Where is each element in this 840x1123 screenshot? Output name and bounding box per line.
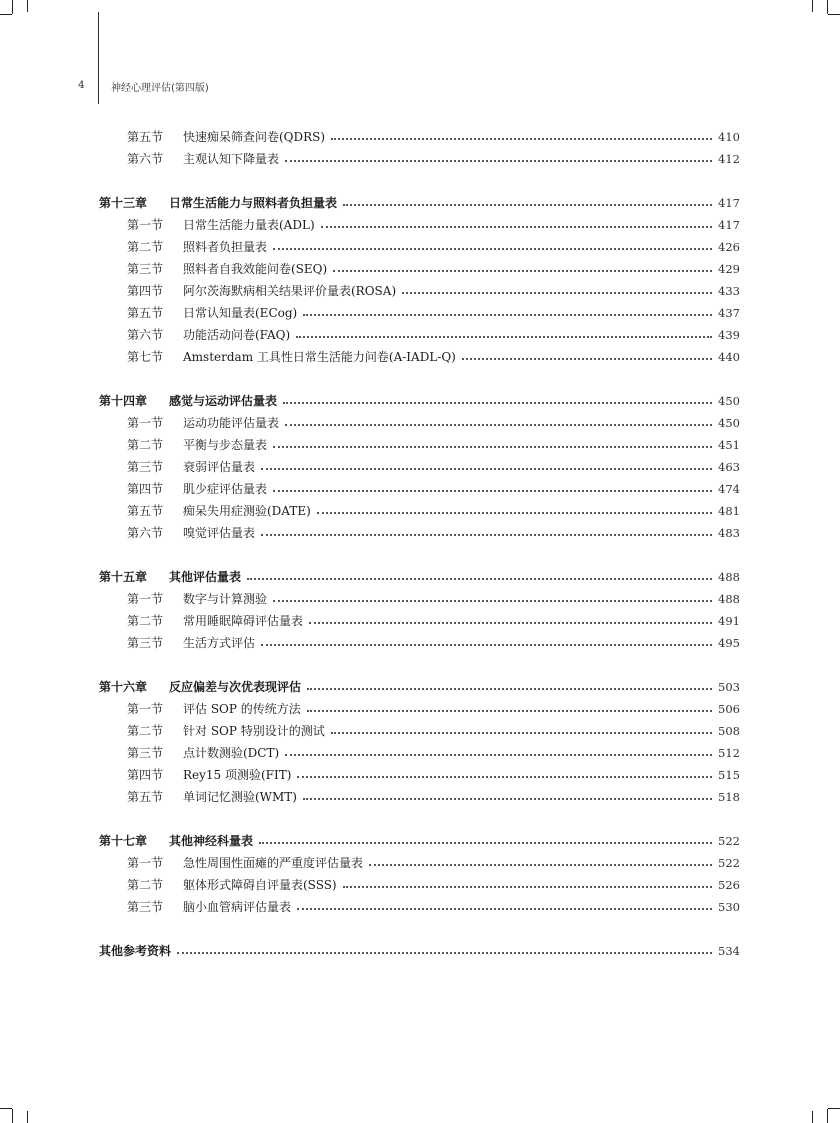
toc-leader-dots — [307, 687, 712, 690]
toc-entry-title: 日常生活能力与照料者负担量表 — [169, 196, 338, 210]
toc-section-row[interactable] — [127, 854, 740, 872]
toc-section-row[interactable] — [127, 414, 740, 432]
toc-entry-number: 第三节 — [127, 900, 164, 914]
toc-page-number: 450 — [718, 416, 740, 430]
toc-entry-number: 第二节 — [127, 438, 164, 452]
toc-leader-dots — [261, 643, 712, 646]
toc-leader-dots — [309, 621, 712, 624]
toc-page-number: 437 — [718, 306, 740, 320]
toc-page-number: 522 — [718, 856, 740, 870]
crop-mark-br-v2 — [812, 1111, 813, 1123]
toc-entry-title: 急性周围性面瘫的严重度评估量表 — [183, 856, 364, 870]
toc-entry-number: 第六节 — [127, 526, 164, 540]
toc-entry-title: 反应偏差与次优表现评估 — [169, 680, 302, 694]
toc-page-number: 483 — [718, 526, 740, 540]
toc-page-number: 463 — [718, 460, 740, 474]
crop-mark-tr-v2 — [812, 0, 813, 12]
toc-section-row[interactable] — [127, 436, 740, 454]
toc-chapter-row[interactable] — [99, 832, 740, 850]
toc-chapter-row[interactable] — [99, 194, 740, 212]
toc-entry-title: 数字与计算测验 — [183, 592, 268, 606]
toc-leader-dots — [402, 291, 712, 294]
header-vertical-rule — [98, 12, 99, 104]
toc-section-row[interactable] — [127, 304, 740, 322]
toc-entry-title: 点计数测验(DCT) — [183, 746, 280, 760]
toc-entry-title: 脑小血管病评估量表 — [183, 900, 292, 914]
toc-page-number: 526 — [718, 878, 740, 892]
toc-entry-title: 主观认知下降量表 — [183, 152, 280, 166]
toc-page-number: 495 — [718, 636, 740, 650]
toc-leader-dots — [317, 511, 712, 514]
crop-mark-tl-h — [0, 14, 12, 15]
toc-page-number: 439 — [718, 328, 740, 342]
toc-entry-title: 照料者自我效能问卷(SEQ) — [183, 262, 328, 276]
toc-page-number: 429 — [718, 262, 740, 276]
toc-page-number: 522 — [718, 834, 740, 848]
toc-entry-title: 痴呆失用症测验(DATE) — [183, 504, 311, 518]
toc-page-number: 450 — [718, 394, 740, 408]
toc-chapter-row[interactable] — [99, 568, 740, 586]
toc-leader-dots — [285, 753, 712, 756]
toc-entry-title: 其他参考资料 — [99, 944, 172, 958]
toc-leader-dots — [273, 489, 712, 492]
crop-mark-tr-v — [827, 0, 828, 14]
crop-mark-bl-v2 — [27, 1111, 28, 1123]
toc-section-row[interactable] — [127, 876, 740, 894]
toc-page-number: 451 — [718, 438, 740, 452]
book-title: 神经心理评估(第四版) — [111, 83, 209, 94]
toc-page-number: 433 — [718, 284, 740, 298]
toc-entry-title: 肌少症评估量表 — [183, 482, 268, 496]
toc-leader-dots — [261, 533, 712, 536]
toc-entry-title: 运动功能评估量表 — [183, 416, 280, 430]
toc-page-number: 518 — [718, 790, 740, 804]
page-number: 4 — [78, 79, 85, 91]
toc-entry-number: 第二节 — [127, 878, 164, 892]
toc-section-row[interactable] — [127, 788, 740, 806]
toc-chapter-row[interactable] — [99, 942, 740, 960]
toc-section-row[interactable] — [127, 260, 740, 278]
toc-page-number: 515 — [718, 768, 740, 782]
toc-page-number: 417 — [718, 218, 740, 232]
toc-leader-dots — [273, 599, 712, 602]
toc-entry-title: 感觉与运动评估量表 — [169, 394, 278, 408]
toc-page-number: 440 — [718, 350, 740, 364]
toc-entry-title: 常用睡眠障碍评估量表 — [183, 614, 304, 628]
toc-entry-number: 第一节 — [127, 218, 164, 232]
toc-page-number: 426 — [718, 240, 740, 254]
toc-section-row[interactable] — [127, 238, 740, 256]
toc-page-number: 474 — [718, 482, 740, 496]
toc-page-number: 512 — [718, 746, 740, 760]
toc-entry-number: 第四节 — [127, 284, 164, 298]
toc-entry-number: 第一节 — [127, 856, 164, 870]
toc-entry-number: 第五节 — [127, 504, 164, 518]
toc-leader-dots — [303, 313, 712, 316]
toc-section-row[interactable] — [127, 502, 740, 520]
crop-mark-tl-v — [12, 0, 13, 14]
toc-leader-dots — [285, 423, 712, 426]
toc-entry-number: 第十六章 — [99, 680, 148, 694]
toc-section-row[interactable] — [127, 612, 740, 630]
toc-section-row[interactable] — [127, 766, 740, 784]
toc-section-row[interactable] — [127, 744, 740, 762]
toc-chapter-row[interactable] — [99, 392, 740, 410]
toc-page-number: 534 — [718, 944, 740, 958]
crop-mark-bl-v — [12, 1109, 13, 1123]
toc-leader-dots — [296, 335, 712, 338]
toc-entry-number: 第十四章 — [99, 394, 148, 408]
toc-entry-title: Amsterdam 工具性日常生活能力问卷(A‑IADL‑Q) — [183, 350, 456, 364]
toc-entry-number: 第十三章 — [99, 196, 148, 210]
toc-page-number: 508 — [718, 724, 740, 738]
toc-entry-number: 第六节 — [127, 328, 164, 342]
toc-entry-title: 日常认知量表(ECog) — [183, 306, 298, 320]
toc-leader-dots — [331, 731, 712, 734]
toc-entry-title: 躯体形式障碍自评量表(SSS) — [183, 878, 337, 892]
toc-entry-title: Rey15 项测验(FIT) — [183, 768, 292, 782]
crop-mark-bl-h — [0, 1108, 12, 1109]
toc-leader-dots — [333, 269, 712, 272]
toc-section-row[interactable] — [127, 282, 740, 300]
toc-leader-dots — [297, 775, 712, 778]
crop-mark-tl-v2 — [27, 0, 28, 12]
toc-section-row[interactable] — [127, 524, 740, 542]
toc-entry-title: 功能活动问卷(FAQ) — [183, 328, 291, 342]
toc-leader-dots — [343, 885, 712, 888]
toc-leader-dots — [462, 357, 712, 360]
toc-section-row[interactable] — [127, 898, 740, 916]
crop-mark-tr-h — [828, 14, 840, 15]
toc-leader-dots — [259, 841, 712, 844]
toc-page-number: 481 — [718, 504, 740, 518]
toc-leader-dots — [331, 137, 712, 140]
toc-entry-number: 第三节 — [127, 262, 164, 276]
toc-entry-number: 第一节 — [127, 592, 164, 606]
toc-page-number: 503 — [718, 680, 740, 694]
toc-leader-dots — [247, 577, 712, 580]
toc-entry-number: 第一节 — [127, 416, 164, 430]
toc-leader-dots — [303, 797, 712, 800]
toc-page-number: 488 — [718, 592, 740, 606]
toc-entry-number: 第三节 — [127, 460, 164, 474]
toc-entry-number: 第五节 — [127, 790, 164, 804]
toc-entry-number: 第三节 — [127, 746, 164, 760]
toc-leader-dots — [273, 445, 712, 448]
crop-mark-br-v — [827, 1109, 828, 1123]
toc-section-row[interactable] — [127, 326, 740, 344]
toc-entry-title: 其他评估量表 — [169, 570, 242, 584]
toc-entry-number: 第十五章 — [99, 570, 148, 584]
toc-leader-dots — [343, 203, 712, 206]
toc-entry-number: 第三节 — [127, 636, 164, 650]
toc-entry-number: 第六节 — [127, 152, 164, 166]
toc-section-row[interactable] — [127, 480, 740, 498]
toc-entry-title: 其他神经科量表 — [169, 834, 254, 848]
toc-leader-dots — [261, 467, 712, 470]
toc-leader-dots — [321, 225, 712, 228]
toc-section-row[interactable] — [127, 700, 740, 718]
toc-page-number: 488 — [718, 570, 740, 584]
toc-entry-number: 第二节 — [127, 614, 164, 628]
toc-entry-number: 第二节 — [127, 724, 164, 738]
toc-section-row[interactable] — [127, 348, 740, 366]
toc-entry-number: 第五节 — [127, 130, 164, 144]
toc-entry-title: 针对 SOP 特别设计的测试 — [183, 724, 325, 738]
toc-leader-dots — [273, 247, 712, 250]
toc-page-number: 530 — [718, 900, 740, 914]
crop-mark-br-h — [828, 1108, 840, 1109]
toc-entry-number: 第五节 — [127, 306, 164, 320]
toc-leader-dots — [283, 401, 712, 404]
toc-section-row[interactable] — [127, 150, 740, 168]
toc-entry-number: 第二节 — [127, 240, 164, 254]
toc-page-number: 417 — [718, 196, 740, 210]
toc-page-number: 412 — [718, 152, 740, 166]
toc-entry-number: 第四节 — [127, 768, 164, 782]
toc-page-number: 506 — [718, 702, 740, 716]
toc-leader-dots — [369, 863, 712, 866]
toc-entry-number: 第一节 — [127, 702, 164, 716]
toc-entry-title: 衰弱评估量表 — [183, 460, 256, 474]
toc-entry-number: 第四节 — [127, 482, 164, 496]
toc-entry-title: 日常生活能力量表(ADL) — [183, 218, 315, 232]
toc-leader-dots — [285, 159, 712, 162]
toc-section-row[interactable] — [127, 634, 740, 652]
toc-leader-dots — [177, 951, 712, 954]
toc-page-number: 491 — [718, 614, 740, 628]
toc-entry-title: 嗅觉评估量表 — [183, 526, 256, 540]
toc-leader-dots — [297, 907, 712, 910]
toc-entry-title: 单词记忆测验(WMT) — [183, 790, 297, 804]
toc-section-row[interactable] — [127, 128, 740, 146]
toc-entry-number: 第十七章 — [99, 834, 148, 848]
toc-section-row[interactable] — [127, 590, 740, 608]
toc-section-row[interactable] — [127, 722, 740, 740]
toc-entry-title: 快速痴呆筛查问卷(QDRS) — [183, 130, 326, 144]
toc-entry-title: 阿尔茨海默病相关结果评价量表(ROSA) — [183, 284, 397, 298]
toc-section-row[interactable] — [127, 216, 740, 234]
toc-leader-dots — [307, 709, 712, 712]
toc-section-row[interactable] — [127, 458, 740, 476]
toc-entry-number: 第七节 — [127, 350, 164, 364]
toc-entry-title: 平衡与步态量表 — [183, 438, 268, 452]
toc-entry-title: 生活方式评估 — [183, 636, 256, 650]
toc-page-number: 410 — [718, 130, 740, 144]
toc-entry-title: 评估 SOP 的传统方法 — [183, 702, 301, 716]
toc-entry-title: 照料者负担量表 — [183, 240, 268, 254]
toc-chapter-row[interactable] — [99, 678, 740, 696]
